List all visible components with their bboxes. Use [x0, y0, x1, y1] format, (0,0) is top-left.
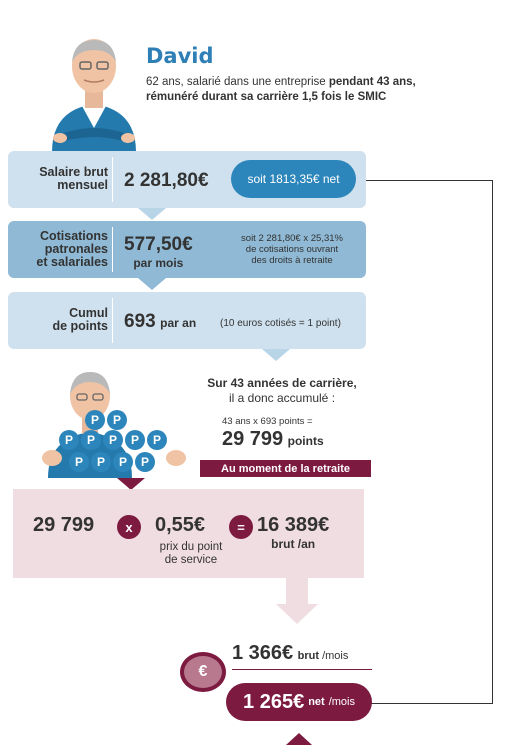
divider	[112, 298, 113, 343]
connector-line	[355, 180, 493, 704]
cotisations-value: 577,50€	[124, 234, 193, 255]
cumul-note: (10 euros cotisés = 1 point)	[220, 318, 341, 329]
coin-p-icon: P	[113, 452, 133, 472]
cumul-value: 693	[124, 311, 156, 332]
coin-p-icon: P	[107, 410, 127, 430]
divider	[112, 157, 113, 202]
accumulation-calc: 43 ans x 693 points =	[222, 416, 313, 427]
arrow-down-icon	[276, 604, 318, 624]
salaire-value: 2 281,80€	[124, 170, 209, 191]
pension-brut: 1 366€ brut /mois	[232, 642, 349, 664]
cotisations-band	[8, 221, 366, 278]
times-icon: x	[117, 515, 141, 539]
coin-p-icon: P	[91, 452, 111, 472]
arrow-shaft	[286, 578, 308, 604]
salaire-label: Salaire brut mensuel	[39, 165, 108, 192]
equals-icon: =	[229, 515, 253, 539]
cumul-value-group	[124, 311, 196, 333]
formula-points: 29 799	[33, 514, 95, 536]
coin-p-icon: P	[147, 430, 167, 450]
cumul-label: Cumul de points	[52, 306, 108, 333]
euro-coin-icon: €	[180, 652, 226, 692]
cumul-band	[8, 292, 366, 349]
cotisations-value-group	[124, 234, 193, 270]
arrow-down-icon	[262, 349, 290, 361]
arrow-down-icon	[138, 208, 166, 220]
pension-net-pill: 1 265€ net /mois	[226, 683, 372, 721]
cumul-unit: par an	[160, 316, 197, 330]
formula-band	[13, 489, 364, 578]
person-description: 62 ans, salarié dans une entreprise pendant 43 ans, rémunéré durant sa carrière 1,5 fois le SMIC	[146, 76, 416, 103]
formula-price: 0,55€	[155, 514, 206, 536]
coin-p-icon: P	[135, 452, 155, 472]
divider	[112, 227, 113, 272]
arrow-down-icon	[138, 278, 166, 290]
coin-p-icon: P	[81, 430, 101, 450]
formula-result: 16 389€ brut /an	[257, 514, 330, 551]
formula-price-label: prix du point de service	[159, 541, 223, 566]
divider	[232, 669, 372, 670]
cotisations-label: Cotisations patronales et salariales	[36, 229, 108, 269]
person-name: David	[146, 44, 214, 68]
accumulation-total: 29 799 points	[222, 428, 324, 450]
arrow-up-icon	[286, 733, 312, 745]
net-salary-pill: soit 1813,35€ net	[231, 160, 356, 198]
coin-p-icon: P	[69, 452, 89, 472]
coin-p-icon: P	[59, 430, 79, 450]
retirement-banner: Au moment de la retraite	[200, 460, 371, 477]
coins-pile	[55, 410, 175, 476]
coin-p-icon: P	[85, 410, 105, 430]
accumulation-text: Sur 43 années de carrière, il a donc accumulé :	[207, 376, 357, 405]
coin-p-icon: P	[125, 430, 145, 450]
cotisations-unit: par mois	[133, 256, 184, 270]
person-avatar	[44, 32, 144, 152]
coin-p-icon: P	[103, 430, 123, 450]
cotisations-note: soit 2 281,80€ x 25,31% de cotisations ouvrant des droits à retraite	[241, 233, 343, 266]
